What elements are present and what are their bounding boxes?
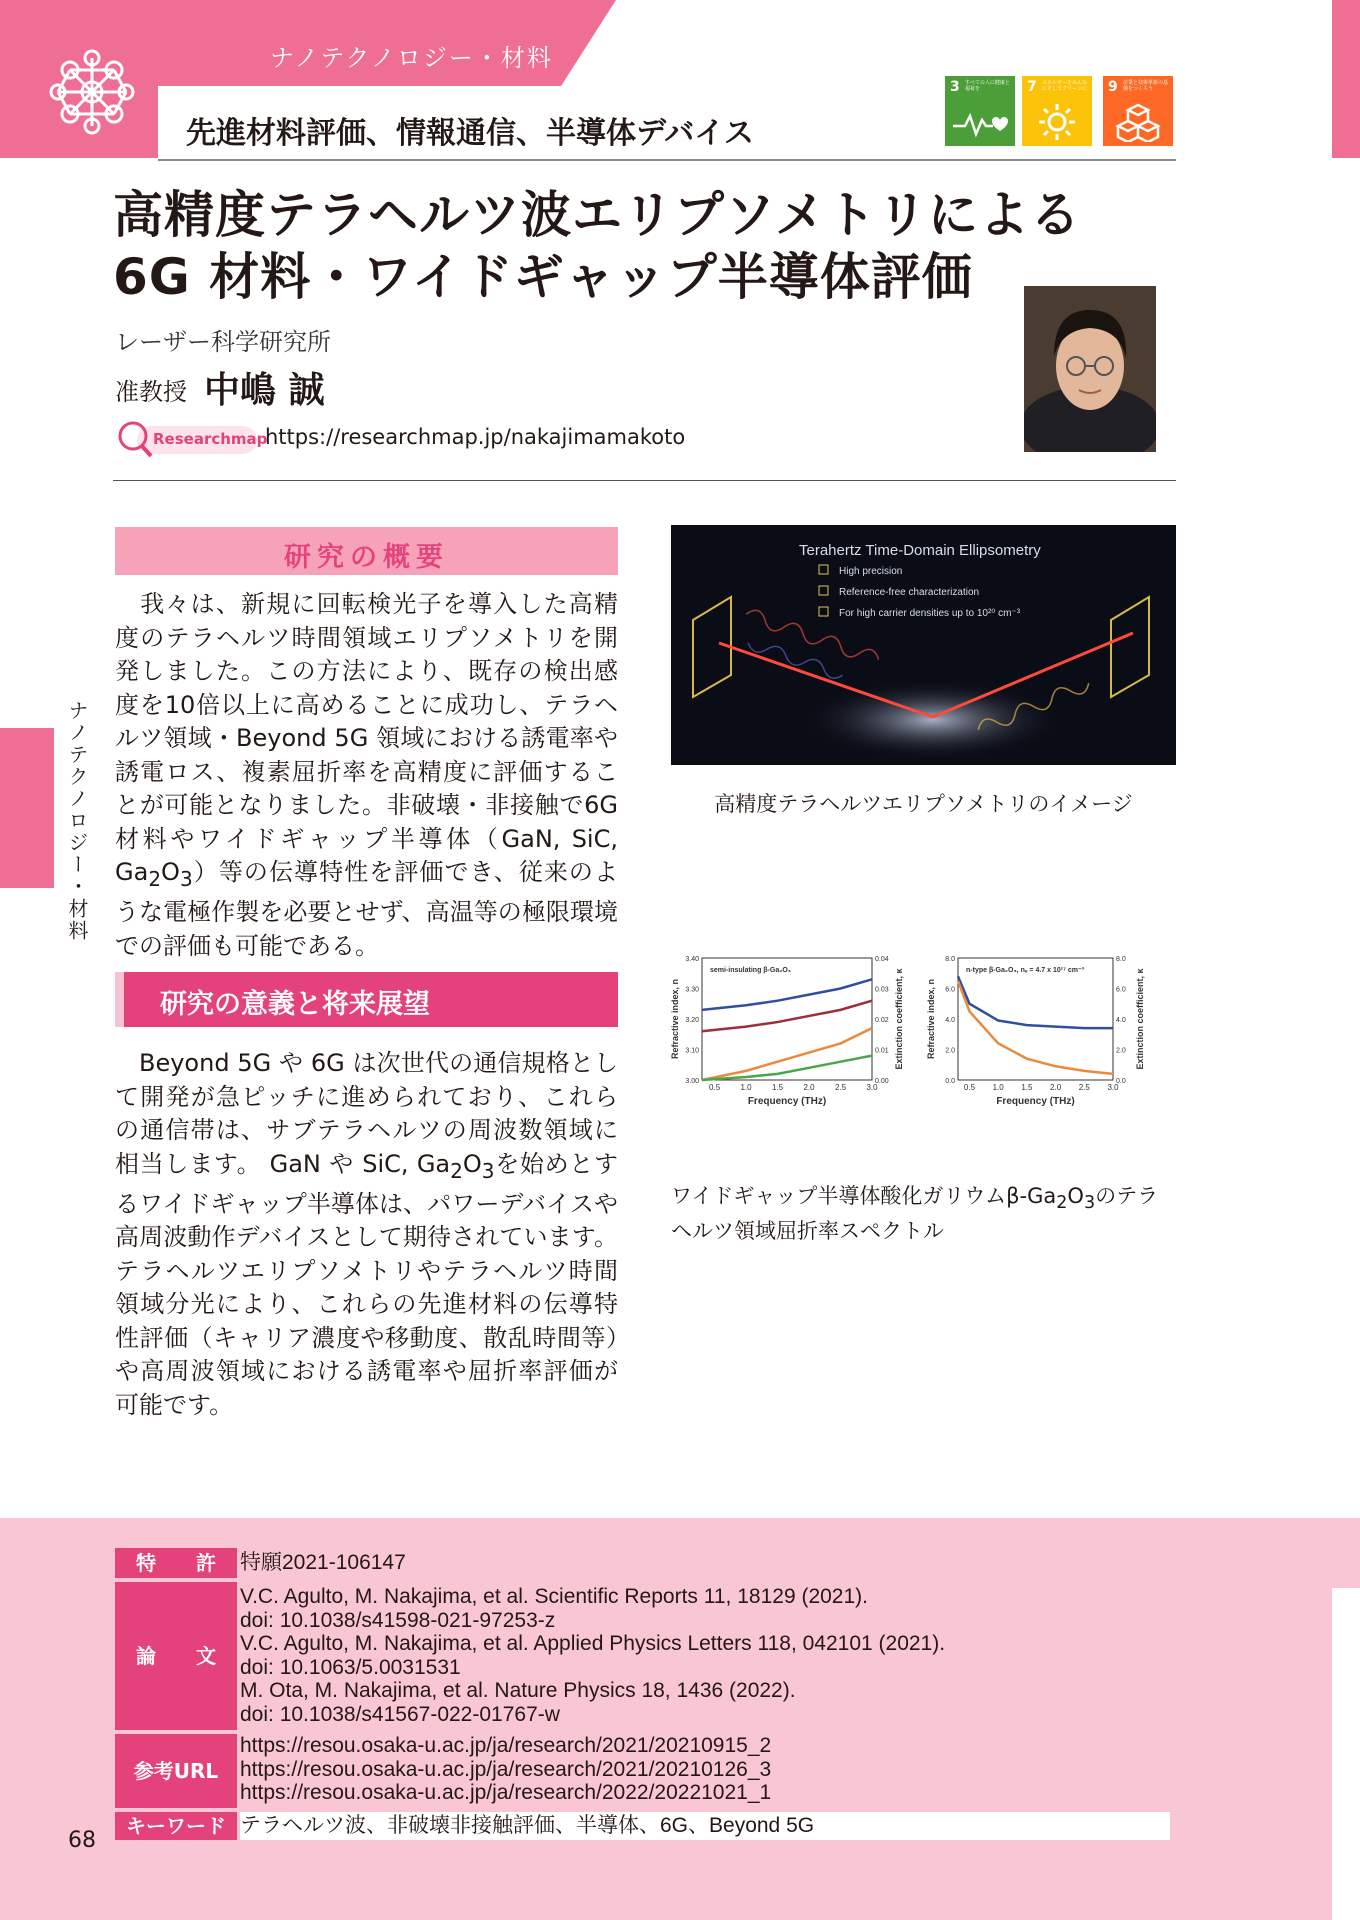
section1-text-a: 我々は、新規に回転検光子を導入した高精度のテラヘルツ時間領域エリプソメトリを開発しました。この方法により、既存の検出感度を10倍以上に高めることに成功し、テラヘルツ領域・Beyond 5G 領域における誘電率や誘電ロス、複素屈折率を高精度に評価することが可能となりました。非破壊・非接触で6G 材料やワイドギャップ半導体（GaN, SiC, Ga [115, 590, 618, 886]
y2-tick-label: 8.0 [1116, 956, 1126, 963]
y-tick-label: 6.0 [945, 986, 955, 994]
figure2-caption-a: ワイドギャップ半導体酸化ガリウムβ-Ga [671, 1184, 1057, 1208]
header-rule [158, 159, 1176, 161]
y2-tick-label: 2.0 [1116, 1047, 1126, 1055]
paper-line: M. Ota, M. Nakajima, et al. Nature Physics 18, 1436 (2022). [240, 1679, 796, 1702]
subscript: 2 [450, 1158, 463, 1183]
keyword-label: キーワード [115, 1812, 237, 1840]
subscript: 2 [1056, 1193, 1068, 1214]
sdg-number: 3 [950, 79, 960, 95]
researchmap-url[interactable]: https://researchmap.jp/nakajimamakoto [265, 425, 686, 449]
header-subtitle: 先進材料評価、情報通信、半導体デバイス [186, 116, 754, 151]
y2-tick-label: 0.02 [875, 1017, 889, 1024]
sun-icon [1022, 102, 1092, 142]
chart-title: n-type β-Ga₂O₃, nₑ = 4.7 x 10¹⁷ cm⁻³ [966, 967, 1085, 974]
title-line-2: 6G 材料・ワイドギャップ半導体評価 [113, 248, 973, 306]
papers-list [240, 1585, 1170, 1726]
edge-tab-top [1332, 0, 1360, 158]
sdg-9-icon [1103, 76, 1173, 146]
figure1-title: Terahertz Time-Domain Ellipsometry [799, 542, 1041, 559]
y2-tick-label: 0.00 [875, 1078, 889, 1085]
x-tick-label: 1.0 [992, 1083, 1004, 1092]
y2-tick-label: 6.0 [1116, 986, 1126, 994]
oxygen-symbol: O [161, 858, 180, 886]
x-tick-label: 1.5 [1021, 1083, 1033, 1092]
x-tick-label: 0.5 [963, 1083, 976, 1092]
y-tick-label: 3.10 [685, 1047, 699, 1055]
x-axis-label: Frequency (THz) [747, 1096, 827, 1107]
y-axis-label: Refractive index, n [670, 978, 680, 1060]
y-tick-label: 0.0 [945, 1078, 955, 1085]
nanotech-icon [0, 0, 158, 158]
researcher-photo [1024, 286, 1156, 452]
section2-paragraph [115, 1047, 618, 1422]
sdg-7-icon [1022, 76, 1092, 146]
x-tick-label: 2.0 [1050, 1083, 1062, 1092]
x-tick-label: 1.5 [771, 1083, 784, 1092]
subscript: 3 [179, 866, 193, 891]
figure2-caption [671, 1182, 1176, 1245]
sdg-number: 9 [1108, 79, 1118, 95]
oxygen-symbol: O [1067, 1184, 1084, 1208]
category-tab-label: ナノテクノロジー・材料 [270, 44, 553, 72]
page-number: 68 [68, 1828, 96, 1853]
figure2-caption-b: のテラヘルツ領域屈折率スペクトル [671, 1184, 1159, 1244]
oxygen-symbol: O [462, 1149, 482, 1178]
heartbeat-icon [945, 108, 1015, 138]
section1-text-b: ）等の伝導特性を評価でき、従来のような電極作製を必要とせず、高温等の極限環境での評価も可能である。 [115, 858, 618, 960]
section2-heading: 研究の意義と将来展望 [160, 989, 430, 1020]
sdg-number: 7 [1027, 79, 1037, 95]
researcher-name: 中嶋 誠 [204, 370, 325, 411]
side-tab-label: ナノテクノロジー・材料 [65, 700, 89, 942]
url-list [240, 1734, 1170, 1805]
reference-url[interactable]: https://resou.osaka-u.ac.jp/ja/research/2022/20221021_1 [240, 1781, 772, 1804]
x-tick-label: 0.5 [709, 1083, 721, 1092]
figure1-item: For high carrier densities up to 10²⁰ cm⁻³ [839, 608, 1021, 619]
subscript: 3 [481, 1158, 495, 1183]
section1-heading: 研究の概要 [284, 542, 449, 573]
header-pink-block [0, 0, 158, 158]
x-tick-label: 2.5 [834, 1083, 847, 1092]
papers-label: 論 文 [115, 1582, 237, 1730]
footer-edge-pink [1332, 1518, 1360, 1588]
title-divider [113, 480, 1176, 481]
y2-tick-label: 0.03 [875, 986, 889, 994]
figure1-item: Reference-free characterization [839, 587, 980, 598]
department: レーザー科学研究所 [115, 328, 331, 356]
y-tick-label: 3.40 [685, 956, 699, 963]
y2-axis-label: Extinction coefficient, κ [1135, 968, 1145, 1070]
sdg-caption: 産業と技術革新の基盤をつくろう [1123, 80, 1169, 92]
paper-line: V.C. Agulto, M. Nakajima, et al. Scientific Reports 11, 18129 (2021). [240, 1585, 868, 1608]
reference-url[interactable]: https://resou.osaka-u.ac.jp/ja/research/2021/20210915_2 [240, 1734, 772, 1757]
y-tick-label: 3.20 [685, 1017, 699, 1024]
figure1-caption: 高精度テラヘルツエリプソメトリのイメージ [714, 792, 1133, 816]
subscript: 3 [1083, 1193, 1096, 1214]
x-tick-label: 1.0 [740, 1083, 752, 1092]
sdg-caption: すべての人に健康と福祉を [965, 80, 1010, 92]
paper-line: doi: 10.1038/s41598-021-97253-z [240, 1608, 556, 1632]
y-tick-label: 2.0 [945, 1047, 955, 1055]
paper-line: V.C. Agulto, M. Nakajima, et al. Applied Physics Letters 118, 042101 (2021). [240, 1632, 946, 1655]
chart-title: semi-insulating β-Ga₂O₃ [710, 967, 792, 974]
y-tick-label: 3.30 [685, 986, 699, 994]
paper-line: doi: 10.1038/s41567-022-01767-w [240, 1702, 560, 1726]
section2-text-a: Beyond 5G や 6G は次世代の通信規格として開発が急ピッチに進められており、これらの通信帯は、サブテラヘルツの周波数領域に相当します。 GaN や SiC, Ga [115, 1049, 618, 1178]
ellipsometry-figure [671, 525, 1176, 765]
page-title [113, 184, 1081, 308]
cubes-icon [1103, 102, 1173, 142]
researchmap-label: Researchmap [153, 430, 268, 448]
y2-tick-label: 0.04 [875, 956, 889, 963]
y2-tick-label: 0.01 [875, 1047, 889, 1055]
title-line-1: 高精度テラヘルツ波エリプソメトリによる [113, 186, 1081, 244]
sdg-3-icon [945, 76, 1015, 146]
x-tick-label: 3.0 [1107, 1083, 1119, 1092]
subscript: 2 [148, 866, 162, 891]
y2-axis-label: Extinction coefficient, κ [894, 968, 904, 1070]
patent-label: 特 許 [115, 1548, 237, 1578]
researcher-role: 准教授 [115, 378, 187, 406]
section2-heading-bar [115, 972, 124, 1027]
sdg-caption: エネルギーをみんなにそしてクリーンに [1042, 80, 1088, 92]
reference-url[interactable]: https://resou.osaka-u.ac.jp/ja/research/2021/20210126_3 [240, 1757, 772, 1781]
url-label: 参考URL [115, 1734, 237, 1808]
x-tick-label: 3.0 [866, 1083, 878, 1092]
y2-tick-label: 0.0 [1116, 1078, 1126, 1085]
x-tick-label: 2.5 [1078, 1083, 1090, 1092]
section2-text-b: を始めとするワイドギャップ半導体は、パワーデバイスや高周波動作デバイスとして期待されています。テラヘルツエリプソメトリやテラヘルツ時間領域分光により、これらの先進材料の伝導特性評価（キャリア濃度や移動度、散乱時間等）や高周波領域における誘電率や屈折率評価が可能です。 [115, 1149, 618, 1419]
patent-value: 特願2021-106147 [240, 1551, 406, 1574]
section1-paragraph [115, 588, 618, 963]
side-tab [0, 728, 54, 888]
keyword-value: テラヘルツ波、非破壊非接触評価、半導体、6G、Beyond 5G [240, 1812, 1170, 1840]
refractive-index-charts [668, 950, 1178, 1140]
x-axis-label: Frequency (THz) [996, 1096, 1075, 1107]
figure1-item: High precision [839, 566, 903, 577]
y-tick-label: 8.0 [945, 956, 955, 963]
x-tick-label: 2.0 [803, 1083, 815, 1092]
y-tick-label: 4.0 [945, 1017, 955, 1024]
y-axis-label: Refractive index, n [926, 978, 936, 1060]
y-tick-label: 3.00 [685, 1078, 699, 1085]
y2-tick-label: 4.0 [1116, 1017, 1126, 1024]
paper-line: doi: 10.1063/5.0031531 [240, 1655, 461, 1679]
